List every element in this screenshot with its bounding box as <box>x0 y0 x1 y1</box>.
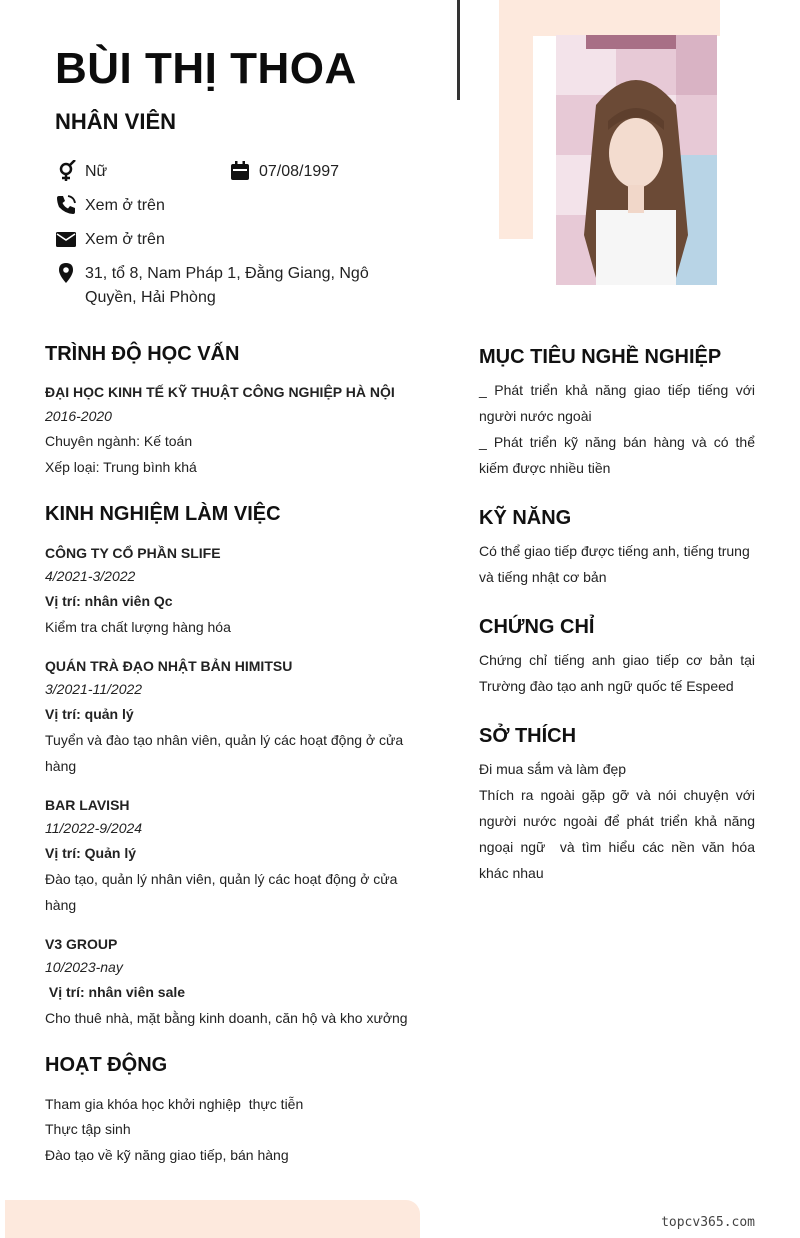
activity-item: Thực tập sinh <box>45 1121 131 1137</box>
activity-item: Tham gia khóa học khởi nghiệp thực tiễn <box>45 1096 304 1112</box>
footer-decoration <box>5 1200 420 1238</box>
job-description: Đào tạo, quản lý nhân viên, quản lý các hoạt động ở cửa <box>45 871 398 887</box>
birthday-row <box>229 160 339 184</box>
address-value <box>85 262 385 310</box>
email-row <box>55 228 165 252</box>
email-value: Xem ở trên <box>85 231 165 248</box>
phone-row <box>55 194 165 218</box>
address-row <box>55 262 385 310</box>
job-period: 10/2023-nay <box>45 959 123 975</box>
activities-title: HOẠT ĐỘNG <box>45 1054 168 1076</box>
address-line-1: 31, tổ 8, Nam Pháp 1, Đằng Giang, Ngô <box>85 265 369 282</box>
phone-icon <box>55 194 77 216</box>
job-position: Vị trí: nhân viên Qc <box>45 593 173 609</box>
job-company: QUÁN TRÀ ĐẠO NHẬT BẢN HIMITSU <box>45 658 293 674</box>
job-period: 3/2021-11/2022 <box>45 681 143 697</box>
job-description-cont: hàng <box>45 897 77 913</box>
education-title: TRÌNH ĐỘ HỌC VẤN <box>45 343 240 365</box>
job-title: NHÂN VIÊN <box>55 109 177 134</box>
job-position: Vị trí: Quản lý <box>45 845 137 861</box>
hobbies-title: SỞ THÍCH <box>479 725 577 747</box>
job-company: CÔNG TY CỔ PHẦN SLIFE <box>45 545 221 561</box>
objective-item: _ Phát triển kỹ năng bán hàng và có thể kiếm được nhiều tiền <box>479 434 755 476</box>
hobby-item: Thích ra ngoài gặp gỡ và nói chuyện với người nước ngoài để phát triển khả năng ngoại ngữ và tìm hiểu các nền văn hóa khác nhau <box>479 787 759 881</box>
skills-text: Có thể giao tiếp được tiếng anh, tiếng trung và tiếng nhật cơ bản <box>479 543 750 585</box>
gender-value: Nữ <box>85 163 108 180</box>
job-description-cont: hàng <box>45 758 77 774</box>
calendar-icon <box>229 160 251 182</box>
job-company: V3 GROUP <box>45 936 118 952</box>
experience-title: KINH NGHIỆM LÀM VIỆC <box>45 503 281 525</box>
job-position: Vị trí: quản lý <box>45 706 134 722</box>
objective-title: MỤC TIÊU NGHỀ NGHIỆP <box>479 346 722 368</box>
phone-value: Xem ở trên <box>85 197 165 214</box>
certificates-text: Chứng chỉ tiếng anh giao tiếp cơ bản tại Trường đào tạo anh ngữ quốc tế Espeed <box>479 652 755 694</box>
skills-title: KỸ NĂNG <box>479 507 572 529</box>
footer-watermark: topcv365.com <box>661 1215 755 1230</box>
location-pin-icon <box>55 262 77 284</box>
job-period: 4/2021-3/2022 <box>45 568 136 584</box>
gender-row <box>55 160 107 184</box>
mail-icon <box>55 228 77 250</box>
job-company: BAR LAVISH <box>45 797 130 813</box>
certificates-title: CHỨNG CHỈ <box>479 616 595 638</box>
job-position: Vị trí: nhân viên sale <box>45 984 186 1000</box>
objective-item: _ Phát triển khả năng giao tiếp tiếng với người nước ngoài <box>479 382 755 424</box>
address-line-2: Quyền, Hải Phòng <box>85 289 216 306</box>
gender-icon <box>55 160 77 182</box>
job-description: Kiểm tra chất lượng hàng hóa <box>45 619 231 635</box>
activity-item: Đào tạo về kỹ năng giao tiếp, bán hàng <box>45 1147 289 1163</box>
education-school: ĐẠI HỌC KINH TẾ KỸ THUẬT CÔNG NGHIỆP HÀ NỘI <box>45 384 395 400</box>
header-divider <box>457 0 460 100</box>
job-period: 11/2022-9/2024 <box>45 820 143 836</box>
candidate-name: BÙI THỊ THOA <box>55 44 357 93</box>
education-major: Chuyên ngành: Kế toán <box>45 433 193 449</box>
education-grade: Xếp loại: Trung bình khá <box>45 459 197 475</box>
education-period: 2016-2020 <box>45 408 112 424</box>
photo-frame-left <box>499 0 533 239</box>
profile-photo <box>556 35 717 285</box>
job-description: Cho thuê nhà, mặt bằng kinh doanh, căn hộ và kho xưởng <box>45 1010 408 1026</box>
job-description: Tuyển và đào tạo nhân viên, quản lý các hoạt động ở cửa <box>45 732 404 748</box>
birthday-value: 07/08/1997 <box>259 163 340 180</box>
hobby-item: Đi mua sắm và làm đẹp <box>479 761 627 777</box>
